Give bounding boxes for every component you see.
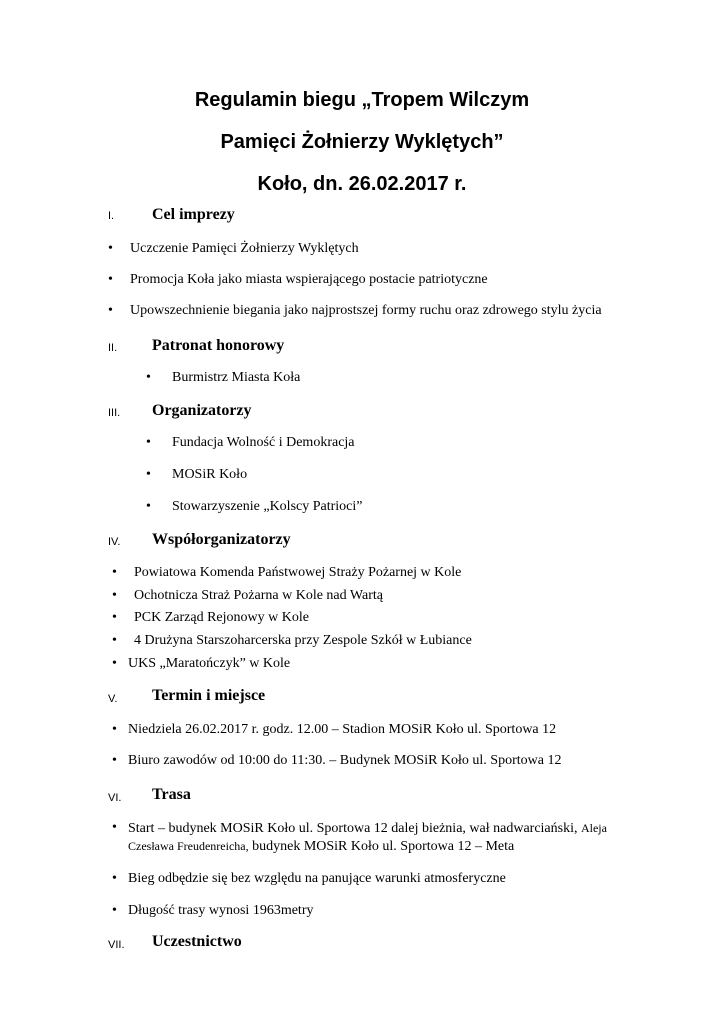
section-7-number: VII. — [108, 939, 125, 951]
list-item: Powiatowa Komenda Państwowej Straży Pożarnej w Kole — [134, 565, 462, 580]
list-item: Uczczenie Pamięci Żołnierzy Wyklętych — [130, 241, 359, 256]
section-6-number: VI. — [108, 792, 122, 804]
list-item: Fundacja Wolność i Demokracja — [172, 435, 355, 450]
section-5-number: V. — [108, 693, 118, 705]
document-title-line-1: Regulamin biegu „Tropem Wilczym — [194, 89, 530, 111]
section-2-number: II. — [108, 342, 118, 354]
list-item: PCK Zarząd Rejonowy w Kole — [134, 610, 309, 625]
route-text-small-a: Aleja — [580, 821, 607, 835]
bullet-icon: • — [112, 820, 117, 835]
bullet-icon: • — [146, 435, 151, 450]
list-item: Bieg odbędzie się bez względu na panujące warunki atmosferyczne — [128, 871, 506, 886]
bullet-icon: • — [112, 610, 117, 625]
list-item: Biuro zawodów od 10:00 do 11:30. – Budynek MOSiR Koło ul. Sportowa 12 — [128, 753, 562, 768]
document-title-line-3: Koło, dn. 26.02.2017 r. — [257, 173, 467, 195]
list-item: Ochotnicza Straż Pożarna w Kole nad Wartą — [134, 588, 383, 603]
list-item: Stowarzyszenie „Kolscy Patrioci” — [172, 499, 363, 514]
route-text-start: Start – budynek MOSiR Koło ul. Sportowa 12 dalej bieżnia, wał nadwarciański, — [128, 821, 578, 836]
list-item: UKS „Maratończyk” w Kole — [128, 656, 291, 671]
list-item: Niedziela 26.02.2017 r. godz. 12.00 – Stadion MOSiR Koło ul. Sportowa 12 — [128, 722, 557, 737]
list-item: Promocja Koła jako miasta wspierającego postacie patriotyczne — [130, 272, 488, 287]
bullet-icon: • — [108, 241, 113, 256]
bullet-icon: • — [112, 588, 117, 603]
bullet-icon: • — [112, 753, 117, 768]
bullet-icon: • — [108, 303, 113, 318]
section-7-title: Uczestnictwo — [152, 933, 242, 950]
section-5-title: Termin i miejsce — [152, 687, 266, 704]
bullet-icon: • — [146, 499, 151, 514]
route-text-tail: budynek MOSiR Koło ul. Sportowa 12 – Meta — [252, 839, 515, 854]
bullet-icon: • — [146, 370, 151, 385]
list-item: Burmistrz Miasta Koła — [172, 370, 301, 385]
list-item: Upowszechnienie biegania jako najprostszej formy ruchu oraz zdrowego stylu życia — [130, 303, 602, 318]
bullet-icon: • — [112, 903, 117, 918]
list-item: Długość trasy wynosi 1963metry — [128, 903, 314, 918]
section-4-number: IV. — [108, 536, 121, 548]
document-title-line-2: Pamięci Żołnierzy Wyklętych” — [220, 131, 504, 153]
section-4-title: Współorganizatorzy — [152, 531, 291, 548]
bullet-icon: • — [112, 565, 117, 580]
list-item: MOSiR Koło — [172, 467, 248, 482]
bullet-icon: • — [112, 871, 117, 886]
bullet-icon: • — [112, 656, 117, 671]
section-3-title: Organizatorzy — [152, 402, 252, 419]
section-3-number: III. — [108, 407, 121, 419]
bullet-icon: • — [108, 272, 113, 287]
bullet-icon: • — [112, 722, 117, 737]
section-1-title: Cel imprezy — [152, 206, 235, 223]
bullet-icon: • — [112, 633, 117, 648]
section-6-title: Trasa — [152, 786, 191, 803]
section-1-number: I. — [108, 210, 115, 222]
bullet-icon: • — [146, 467, 151, 482]
route-text-small-b: Czesława Freudenreicha, — [128, 839, 249, 853]
section-2-title: Patronat honorowy — [152, 337, 285, 354]
list-item — [128, 819, 607, 838]
list-item: 4 Drużyna Starszoharcerska przy Zespole Szkół w Łubiance — [134, 633, 472, 648]
list-item-continuation — [128, 837, 514, 856]
